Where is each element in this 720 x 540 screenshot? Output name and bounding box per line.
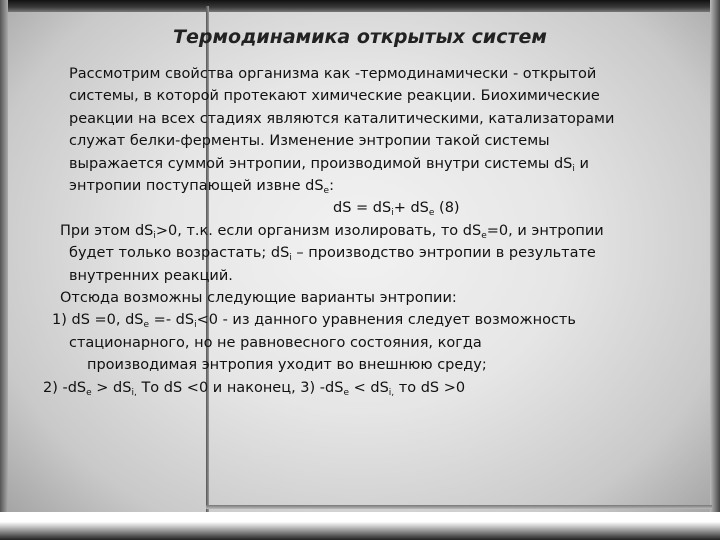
- body-line: Отсюда возможны следующие варианты энтропии:: [60, 290, 457, 306]
- body-line: производимая энтропия уходит во внешнюю среду;: [87, 357, 487, 374]
- body-line: будет только возрастать; $dS_i$ – производство энтропии в результате: [69, 245, 596, 264]
- decorative-horizontal-line: [206, 505, 712, 509]
- slide-title: Термодинамика открытых систем: [173, 26, 547, 48]
- equation-8: dS = $dS_i+ dS_e$ (8): [333, 200, 460, 219]
- body-line: энтропии поступающей извне $dS_e$:: [69, 178, 334, 196]
- body-line: Рассмотрим свойства организма как -термодинамически - открытой: [69, 66, 597, 82]
- frame-bottom-border: [0, 512, 720, 540]
- body-line: реакции на всех стадиях являются каталитическими, катализаторами: [69, 110, 615, 127]
- body-line: служат белки-ферменты. Изменение энтропии такой системы: [69, 133, 550, 150]
- body-line: внутренних реакций.: [69, 267, 233, 284]
- frame-right-border: [710, 0, 720, 540]
- frame-left-border: [0, 0, 8, 540]
- body-line: При этом $dS_i>0$, т.к. если организм изолировать, то $dS_e=0$, и энтропии: [60, 222, 604, 241]
- body-line: системы, в которой протекают химические реакции. Биохимические: [69, 88, 600, 105]
- frame-top-border: [0, 0, 720, 12]
- variant-1-line: 1) dS =0, $dS_e =- dS_i<0$ - из данного уравнения следует возможность: [52, 312, 576, 331]
- variant-2-3-line: 2) $-dS_e > dS_{i,}$ То dS <0 и наконец, 3) $-dS_e < dS_{i,}$ то dS >0: [43, 379, 466, 398]
- body-line: стационарного, но не равновесного состояния, когда: [69, 334, 482, 351]
- body-line: выражается суммой энтропии, производимой внутри системы $dS_i$ и: [69, 155, 589, 174]
